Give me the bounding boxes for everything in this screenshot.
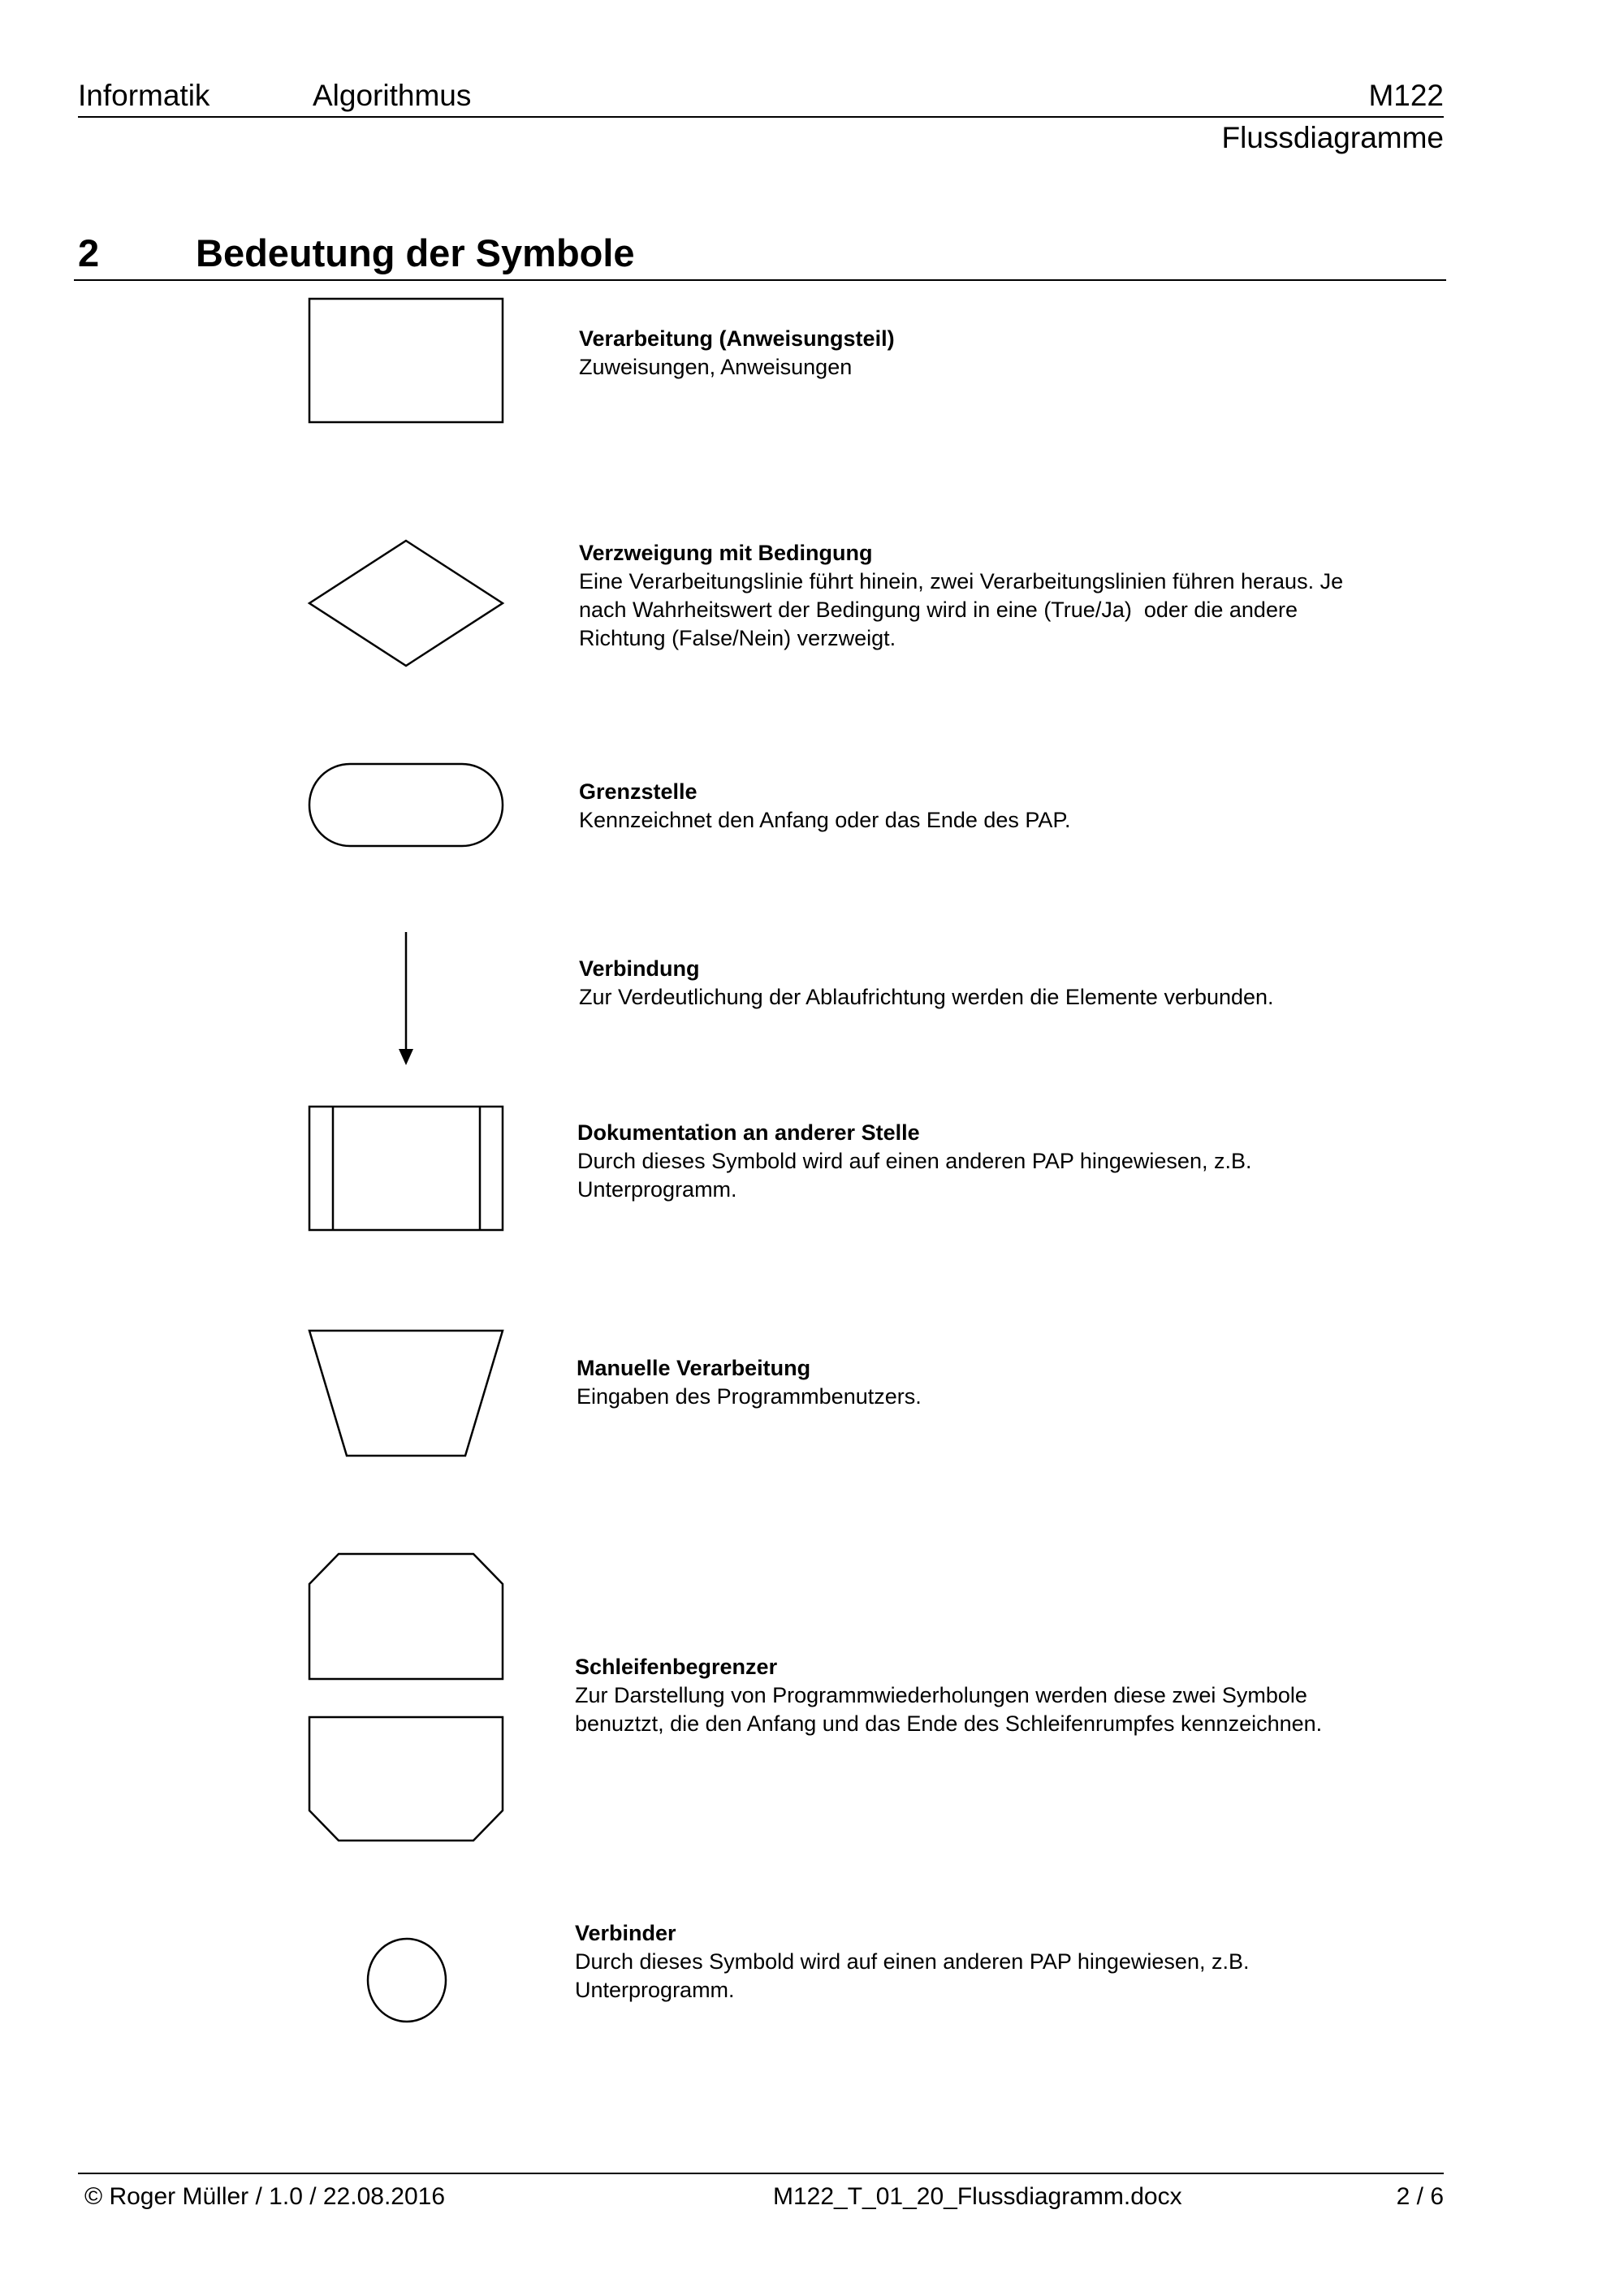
symbol-title: Verarbeitung (Anweisungsteil) — [579, 326, 895, 351]
symbol-description — [577, 1354, 1372, 1411]
process-rectangle-icon — [300, 292, 512, 430]
footer-rule — [78, 2173, 1444, 2174]
symbol-description — [579, 778, 1375, 835]
symbol-body: Eine Verarbeitungslinie führt hinein, zwei Verarbeitungslinien führen heraus. Je nach Wahrheitswert der Bedingung wird in eine (True/Ja) oder die andere Richtung (False/Nein) verzweigt. — [579, 569, 1344, 650]
symbol-description — [575, 1919, 1371, 2005]
section-number: 2 — [78, 231, 100, 274]
header-module: M122 — [1368, 79, 1444, 112]
symbol-body: Eingaben des Programmbenutzers. — [577, 1384, 922, 1409]
header-doc-title: Flussdiagramme — [1221, 121, 1444, 154]
symbol-title: Dokumentation an anderer Stelle — [577, 1120, 920, 1145]
predefined-process-icon — [300, 1100, 512, 1234]
header-topic: Algorithmus — [313, 79, 472, 112]
header-rule — [78, 116, 1444, 118]
symbol-body: Durch dieses Symbold wird auf einen anderen PAP hingewiesen, z.B. Unterprogramm. — [577, 1149, 1252, 1202]
loop-limit-icon — [300, 1547, 512, 1847]
footer-author: © Roger Müller / 1.0 / 22.08.2016 — [84, 2183, 446, 2210]
symbol-description — [579, 955, 1375, 1012]
connector-circle-icon — [357, 1932, 455, 2030]
footer-page-number: 2 / 6 — [1396, 2183, 1444, 2210]
footer-filename: M122_T_01_20_Flussdiagramm.docx — [773, 2183, 1182, 2210]
symbol-body: Durch dieses Symbold wird auf einen anderen PAP hingewiesen, z.B. Unterprogramm. — [575, 1949, 1250, 2002]
symbol-title: Verzweigung mit Bedingung — [579, 541, 873, 565]
symbol-title: Manuelle Verarbeitung — [577, 1356, 811, 1380]
symbol-body: Zur Darstellung von Programmwiederholungen werden diese zwei Symbole benuztzt, die den Anfang und das Ende des Schleifenrumpfes kennzeichnen. — [575, 1683, 1323, 1736]
symbol-title: Grenzstelle — [579, 779, 698, 804]
section-title: Bedeutung der Symbole — [196, 231, 635, 274]
terminal-rounded-icon — [300, 759, 512, 852]
symbol-title: Schleifenbegrenzer — [575, 1655, 778, 1679]
header-subject: Informatik — [78, 79, 210, 112]
symbol-body: Zur Verdeutlichung der Ablaufrichtung werden die Elemente verbunden. — [579, 985, 1274, 1009]
symbol-title: Verbindung — [579, 956, 700, 981]
symbol-description — [575, 1653, 1371, 1738]
decision-diamond-icon — [300, 536, 512, 670]
symbol-body: Kennzeichnet den Anfang oder das Ende des PAP. — [579, 808, 1071, 832]
symbol-title: Verbinder — [575, 1921, 676, 1945]
flow-arrow-icon — [382, 926, 430, 1072]
symbol-body: Zuweisungen, Anweisungen — [579, 355, 853, 379]
manual-operation-trapezoid-icon — [300, 1323, 512, 1461]
symbol-description — [579, 325, 1375, 382]
symbol-description — [577, 1119, 1373, 1204]
symbol-description — [579, 539, 1375, 653]
section-rule — [74, 279, 1446, 281]
